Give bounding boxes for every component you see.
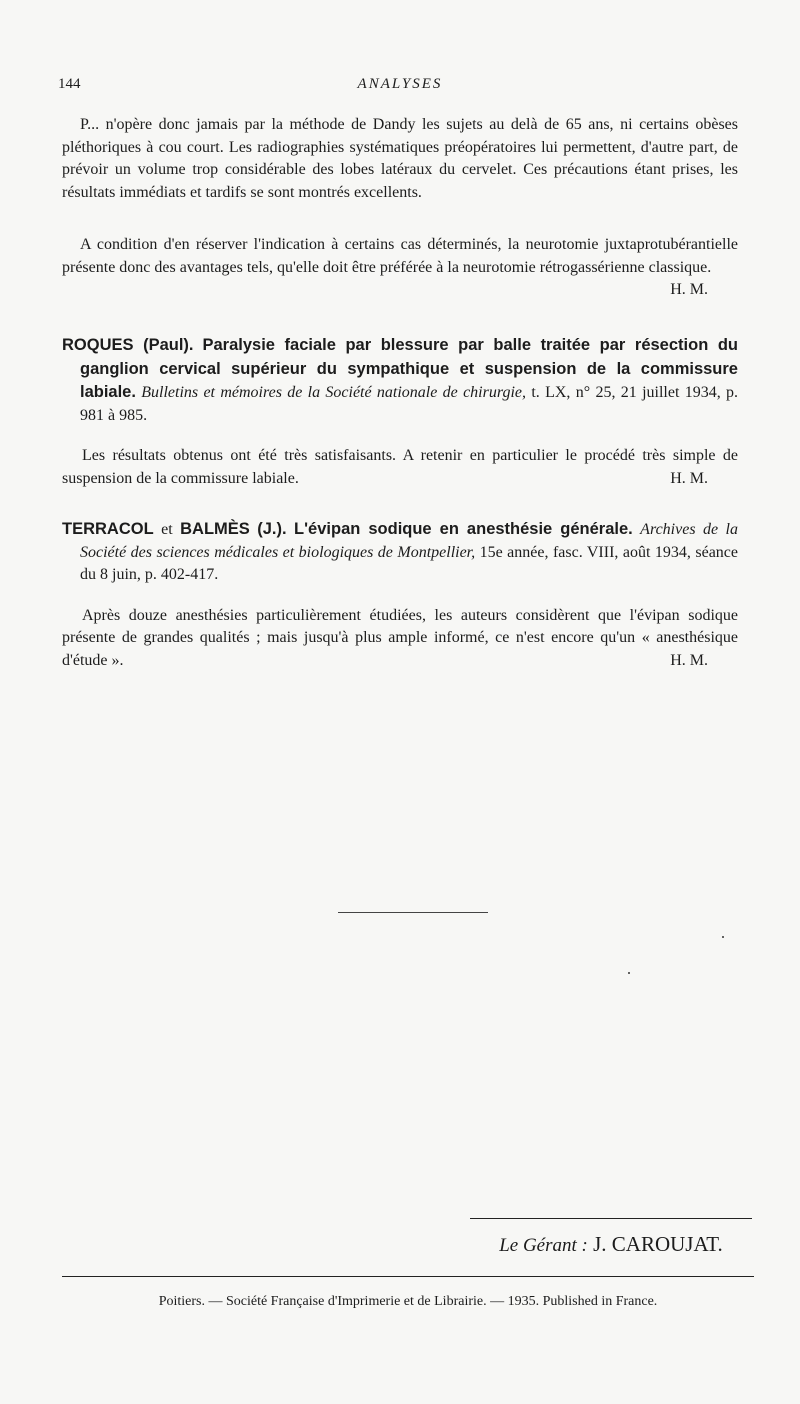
signature — [470, 1232, 752, 1257]
entry-details: t. LX, n° 25, 21 juillet 1934, p. 981 à 985. — [80, 384, 739, 424]
printer-footer: Poitiers. — Société Française d'Imprimerie et de Librairie. — 1935. Published in France. — [158, 1294, 658, 1309]
continuation-text-1: P... n'opère donc jamais par la méthode de Dandy les sujets au delà de 65 ans, ni certains obèses pléthoriques à cou court. Les radiographies systématiques préopératoires lui permettent, d'autre part, de prévoir un volume trop considérable des lobes latéraux du cervelet. Ces précautions étant prises, les résultats immédiats et tardifs se sont montrés excellents. — [62, 116, 738, 201]
entry-connector: et — [161, 521, 173, 538]
signature-role: Le Gérant : — [499, 1235, 588, 1256]
entry-journal: Bulletins et mémoires de la Société nationale de chirurgie, — [141, 384, 527, 401]
entry-author: ROQUES (Paul). — [62, 336, 194, 354]
review-entry-terracol-balmes — [62, 518, 738, 672]
signature-rule — [470, 1218, 752, 1219]
entry-author-b-initial: (J.). — [257, 520, 287, 538]
running-head: ANALYSES — [357, 76, 443, 92]
entry-summary-block — [62, 445, 738, 490]
signature-name: J. CAROUJAT. — [593, 1232, 723, 1256]
entry-summary: Les résultats obtenus ont été très satisfaisants. A retenir en particulier le procédé très simple de suspension de la commissure labiale. — [62, 447, 738, 487]
entry-journal: Archives de la Société des sciences médicales et biologiques de Montpellier, — [80, 521, 739, 561]
page-number: 144 — [58, 76, 81, 92]
entry-summary-block — [62, 605, 738, 673]
entry-initials: H. M. — [670, 469, 708, 487]
continuation-initials: H. M. — [670, 281, 708, 298]
entry-author-b: BALMÈS — [180, 520, 250, 538]
ink-speck — [628, 972, 630, 974]
continuation-text-2: A condition d'en réserver l'indication à certains cas déterminés, la neurotomie juxtaprotubérantielle présente donc des avantages tels, qu'elle doit être préférée à la neurotomie rétrogassérienne classique. — [62, 236, 738, 276]
entry-title: L'évipan sodique en anesthésie générale. — [294, 520, 633, 538]
continuation-paragraph-1 — [62, 114, 738, 204]
ink-speck — [722, 936, 724, 938]
entry-citation — [62, 334, 738, 427]
entry-citation — [62, 518, 738, 587]
entry-title: Paralysie faciale par blessure par balle traitée par résection du ganglion cervical supérieur du sympathique et suspension de la commissure labiale. — [80, 336, 738, 401]
review-entry-roques — [62, 334, 738, 490]
section-divider — [338, 912, 488, 913]
continuation-paragraph-2 — [62, 234, 738, 302]
entry-author-a: TERRACOL — [62, 520, 154, 538]
footer-rule — [62, 1276, 754, 1277]
entry-initials: H. M. — [670, 651, 708, 669]
entry-summary: Après douze anesthésies particulièrement étudiées, les auteurs considèrent que l'évipan sodique présente de grandes qualités ; mais jusqu'à plus ample informé, ce n'est encore qu'un « anesthésique d'étude ». — [62, 606, 738, 669]
entry-details: 15e année, fasc. VIII, août 1934, séance du 8 juin, p. 402-417. — [80, 543, 738, 583]
